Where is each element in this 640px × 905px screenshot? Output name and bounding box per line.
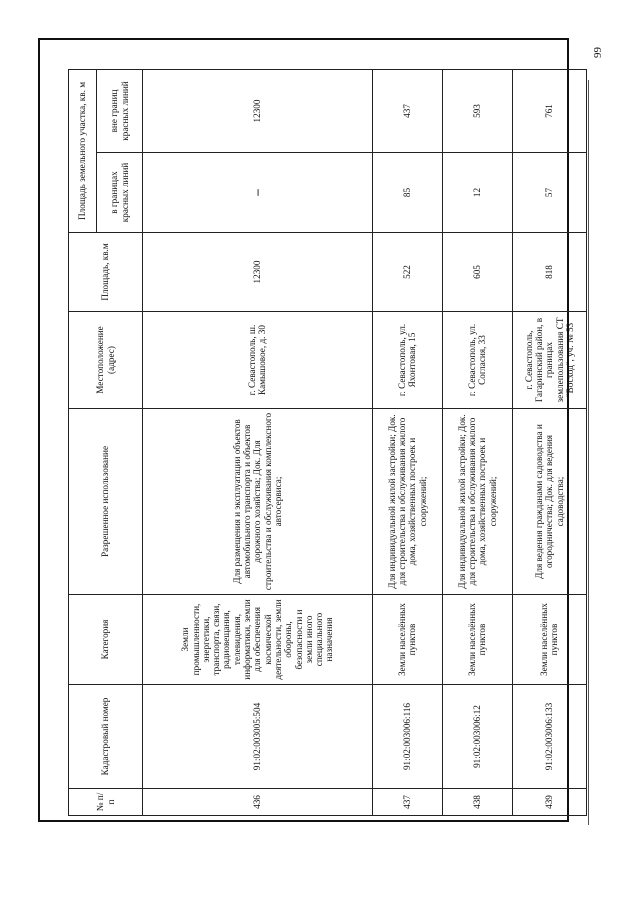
page-number: 99 [592,47,604,58]
header-cadastral: Кадастровый номер [69,685,143,789]
cell-area: 522 [372,233,442,312]
table-row [512,69,586,815]
cell-location: г. Севастополь, ул. Яхонтовая, 15 [372,312,442,409]
cell-num: 438 [442,789,512,816]
cell-area: 818 [512,233,586,312]
rotated-table-wrapper [68,70,587,816]
header-row-1 [69,69,97,815]
cell-location: г. Севастополь, ш. Камышовое, д. 30 [143,312,373,409]
cell-outside-red: 437 [372,69,442,152]
cell-within-red: – [143,153,373,233]
cell-category: Земли населённых пунктов [442,595,512,685]
cell-permitted-use: Для индивидуальной жилой застройки; Док. для строительства и обслуживания жилого дома, хозяйственных построек и сооружений; [442,409,512,595]
header-area: Площадь, кв.м [69,233,143,312]
cell-within-red: 12 [442,153,512,233]
cell-location: г. Севастополь, Гагаринский район, в границах землепользования СТ "Восход", уч. № 53 [512,312,586,409]
cell-outside-red: 761 [512,69,586,152]
table-row [143,69,373,815]
cell-num: 436 [143,789,373,816]
cell-num: 439 [512,789,586,816]
cell-num: 437 [372,789,442,816]
cell-location: г. Севастополь, ул. Согласия, 33 [442,312,512,409]
header-within-red: в границах красных линий [97,153,143,233]
header-num: № п/п [69,789,143,816]
cell-category: Земли населённых пунктов [372,595,442,685]
cell-within-red: 85 [372,153,442,233]
cell-within-red: 57 [512,153,586,233]
table-row [372,69,442,815]
cell-area: 12300 [143,233,373,312]
header-plot-area: Площадь земельного участка, кв. м [69,69,97,232]
cell-permitted-use: Для ведения гражданами садоводства и огородничества; Док. для ведения садоводства; [512,409,586,595]
header-location: Местоположение (адрес) [69,312,143,409]
cell-cadastral: 91:02:003006:12 [442,685,512,789]
cell-category: Земли населённых пунктов [512,595,586,685]
cell-cadastral: 91:02:003005:504 [143,685,373,789]
land-plots-table [68,69,587,816]
cell-outside-red: 12300 [143,69,373,152]
header-outside-red: вне границ красных линий [97,69,143,152]
cell-cadastral: 91:02:003006:116 [372,685,442,789]
cell-permitted-use: Для индивидуальной жилой застройки; Док. для строительства и обслуживания жилого дома, хозяйственных построек и сооружений; [372,409,442,595]
cell-permitted-use: Для размещения и эксплуатации объектов автомобильного транспорта и объектов дорожного хозяйства; Док. Для строительства и обслуживания комплексного автосервиса; [143,409,373,595]
cell-area: 605 [442,233,512,312]
cell-cadastral: 91:02:003006:133 [512,685,586,789]
cell-category: Земли промышленности, энергетики, транспорта, связи, радиовещания, телевидения, информатики, земли для обеспечения космической деятельности, земли обороны, безопасности и земли иного специального назначения [143,595,373,685]
header-permitted-use: Разрешенное использование [69,409,143,595]
table-row [442,69,512,815]
header-category: Категория [69,595,143,685]
cell-outside-red: 593 [442,69,512,152]
margin-rule [588,80,589,825]
